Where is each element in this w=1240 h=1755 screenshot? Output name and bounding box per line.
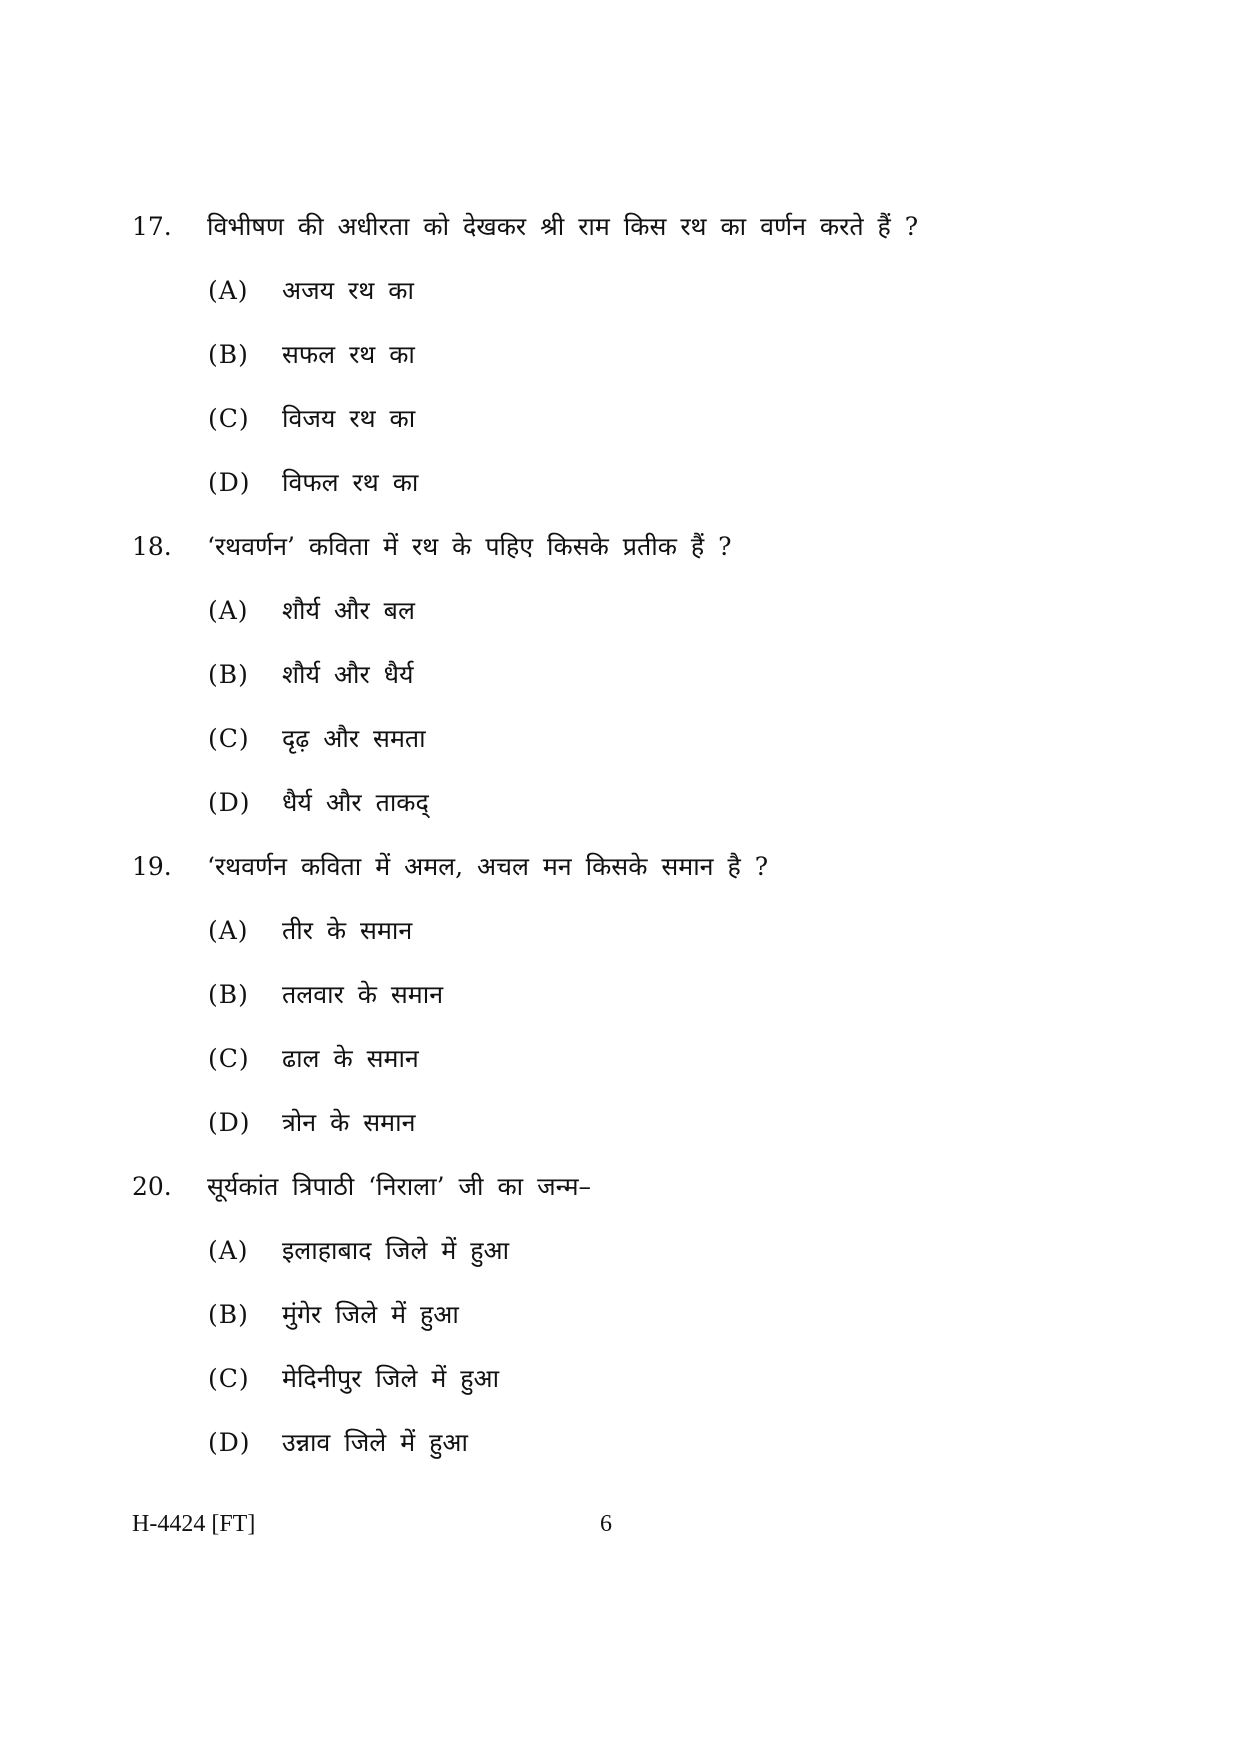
paper-code: H-4424 [FT] — [132, 1511, 256, 1537]
option-label: (B) — [208, 340, 249, 369]
option-text: सफल रथ का — [282, 340, 415, 369]
option-text: मेदिनीपुर जिले में हुआ — [282, 1364, 500, 1393]
option-text: त्रोन के समान — [282, 1108, 416, 1137]
option-label: (D) — [208, 468, 251, 497]
option-label: (C) — [208, 404, 250, 433]
option-label: (B) — [208, 980, 249, 1009]
option-text: अजय रथ का — [282, 276, 414, 305]
option-label: (C) — [208, 1364, 250, 1393]
option-text: विफल रथ का — [282, 468, 419, 497]
option-label: (B) — [208, 1300, 249, 1329]
option-label: (D) — [208, 1428, 251, 1457]
option-text: तीर के समान — [282, 916, 413, 945]
option-text: शौर्य और धैर्य — [282, 660, 414, 689]
question-text: सूर्यकांत त्रिपाठी ‘निराला’ जी का जन्म– — [207, 1172, 592, 1201]
question-number: 18. — [132, 532, 172, 561]
option-text: तलवार के समान — [282, 980, 444, 1009]
question-number: 17. — [132, 212, 172, 241]
option-text: धैर्य और ताकद् — [282, 788, 429, 817]
option-text: मुंगेर जिले में हुआ — [282, 1300, 459, 1329]
option-label: (D) — [208, 788, 251, 817]
question-text: विभीषण की अधीरता को देखकर श्री राम किस रथ का वर्णन करते हैं ? — [207, 212, 919, 241]
option-label: (D) — [208, 1108, 251, 1137]
question-text: ‘रथवर्णन’ कविता में रथ के पहिए किसके प्रतीक हैं ? — [207, 532, 732, 561]
option-label: (A) — [208, 276, 249, 305]
question-text: ‘रथवर्णन कविता में अमल, अचल मन किसके समान है ? — [207, 852, 769, 881]
option-text: इलाहाबाद जिले में हुआ — [282, 1236, 510, 1265]
option-text: उन्नाव जिले में हुआ — [282, 1428, 468, 1457]
option-label: (C) — [208, 1044, 250, 1073]
option-label: (A) — [208, 916, 249, 945]
question-number: 20. — [132, 1172, 172, 1201]
page-number: 6 — [600, 1511, 612, 1537]
option-label: (B) — [208, 660, 249, 689]
option-label: (A) — [208, 596, 249, 625]
option-text: दृढ़ और समता — [282, 724, 426, 753]
option-text: विजय रथ का — [282, 404, 416, 433]
option-text: शौर्य और बल — [282, 596, 415, 625]
option-text: ढाल के समान — [282, 1044, 419, 1073]
option-label: (A) — [208, 1236, 249, 1265]
option-label: (C) — [208, 724, 250, 753]
question-number: 19. — [132, 852, 172, 881]
